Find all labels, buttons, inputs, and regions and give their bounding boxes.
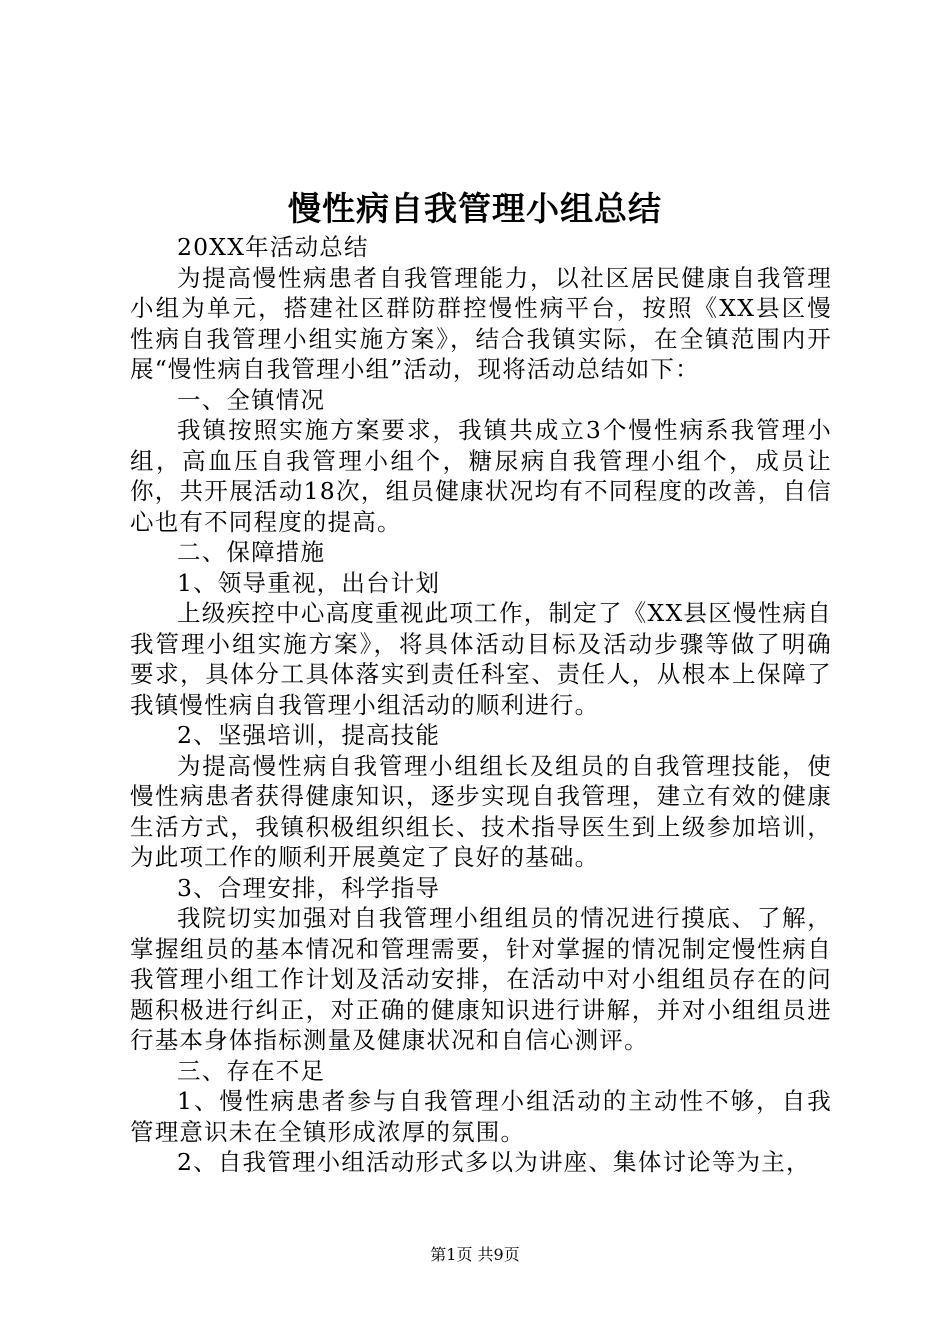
subheading-2-1: 1、领导重视，出台计划: [177, 568, 441, 597]
paragraph-2-3: 我院切实加强对自我管理小组组员的情况进行摸底、了解，掌握组员的基本情况和管理需要，针对掌握的情况制定慢性病自我管理小组工作计划及活动安排，在活动中对小组组员存在的问题积极进行纠正，对正确的健康知识进行讲解，并对小组组员进行基本身体指标测量及健康状况和自信心测评。: [130, 904, 832, 1054]
section-heading-2: 二、保障措施: [177, 538, 326, 566]
section-heading-1: 一、全镇情况: [177, 385, 326, 414]
paragraph-3-1: 1、慢性病患者参与自我管理小组活动的主动性不够，自我管理意识未在全镇形成浓厚的氛围。: [130, 1087, 832, 1146]
section-heading-3: 三、存在不足: [177, 1056, 326, 1085]
paragraph-2-2: 为提高慢性病自我管理小组组长及组员的自我管理技能，使慢性病患者获得健康知识，逐步实现自我管理，建立有效的健康生活方式，我镇积极组织组长、技术指导医生到上级参加培训，为此项工作的顺利开展奠定了良好的基础。: [130, 751, 832, 871]
paragraph-3-2: 2、自我管理小组活动形式多以为讲座、集体讨论等为主，: [177, 1148, 811, 1176]
paragraph-intro-heading: 20XX年活动总结: [177, 233, 369, 261]
paragraph-intro: 为提高慢性病患者自我管理能力，以社区居民健康自我管理小组为单元，搭建社区群防群控慢性病平台，按照《XX县区慢性病自我管理小组实施方案》，结合我镇实际，在全镇范围内开展“慢性病自我管理小组”活动，现将活动总结如下：: [130, 263, 832, 383]
document-title: 慢性病自我管理小组总结: [288, 189, 662, 228]
paragraph-2-1: 上级疾控中心高度重视此项工作，制定了《XX县区慢性病自我管理小组实施方案》，将具体活动目标及活动步骤等做了明确要求，具体分工具体落实到责任科室、责任人，从根本上保障了我镇慢性病自我管理小组活动的顺利进行。: [130, 599, 832, 719]
paragraph-section-1: 我镇按照实施方案要求，我镇共成立3个慢性病系我管理小组，高血压自我管理小组个，糖尿病自我管理小组个，成员让你，共开展活动18次，组员健康状况均有不同程度的改善，自信心也有不同程度的提高。: [130, 416, 832, 536]
subheading-2-3: 3、合理安排，科学指导: [177, 873, 441, 902]
document-body: [130, 232, 832, 1178]
page-number-footer: 第1页 共9页: [430, 1245, 520, 1264]
subheading-2-2: 2、坚强培训，提高技能: [177, 721, 441, 749]
